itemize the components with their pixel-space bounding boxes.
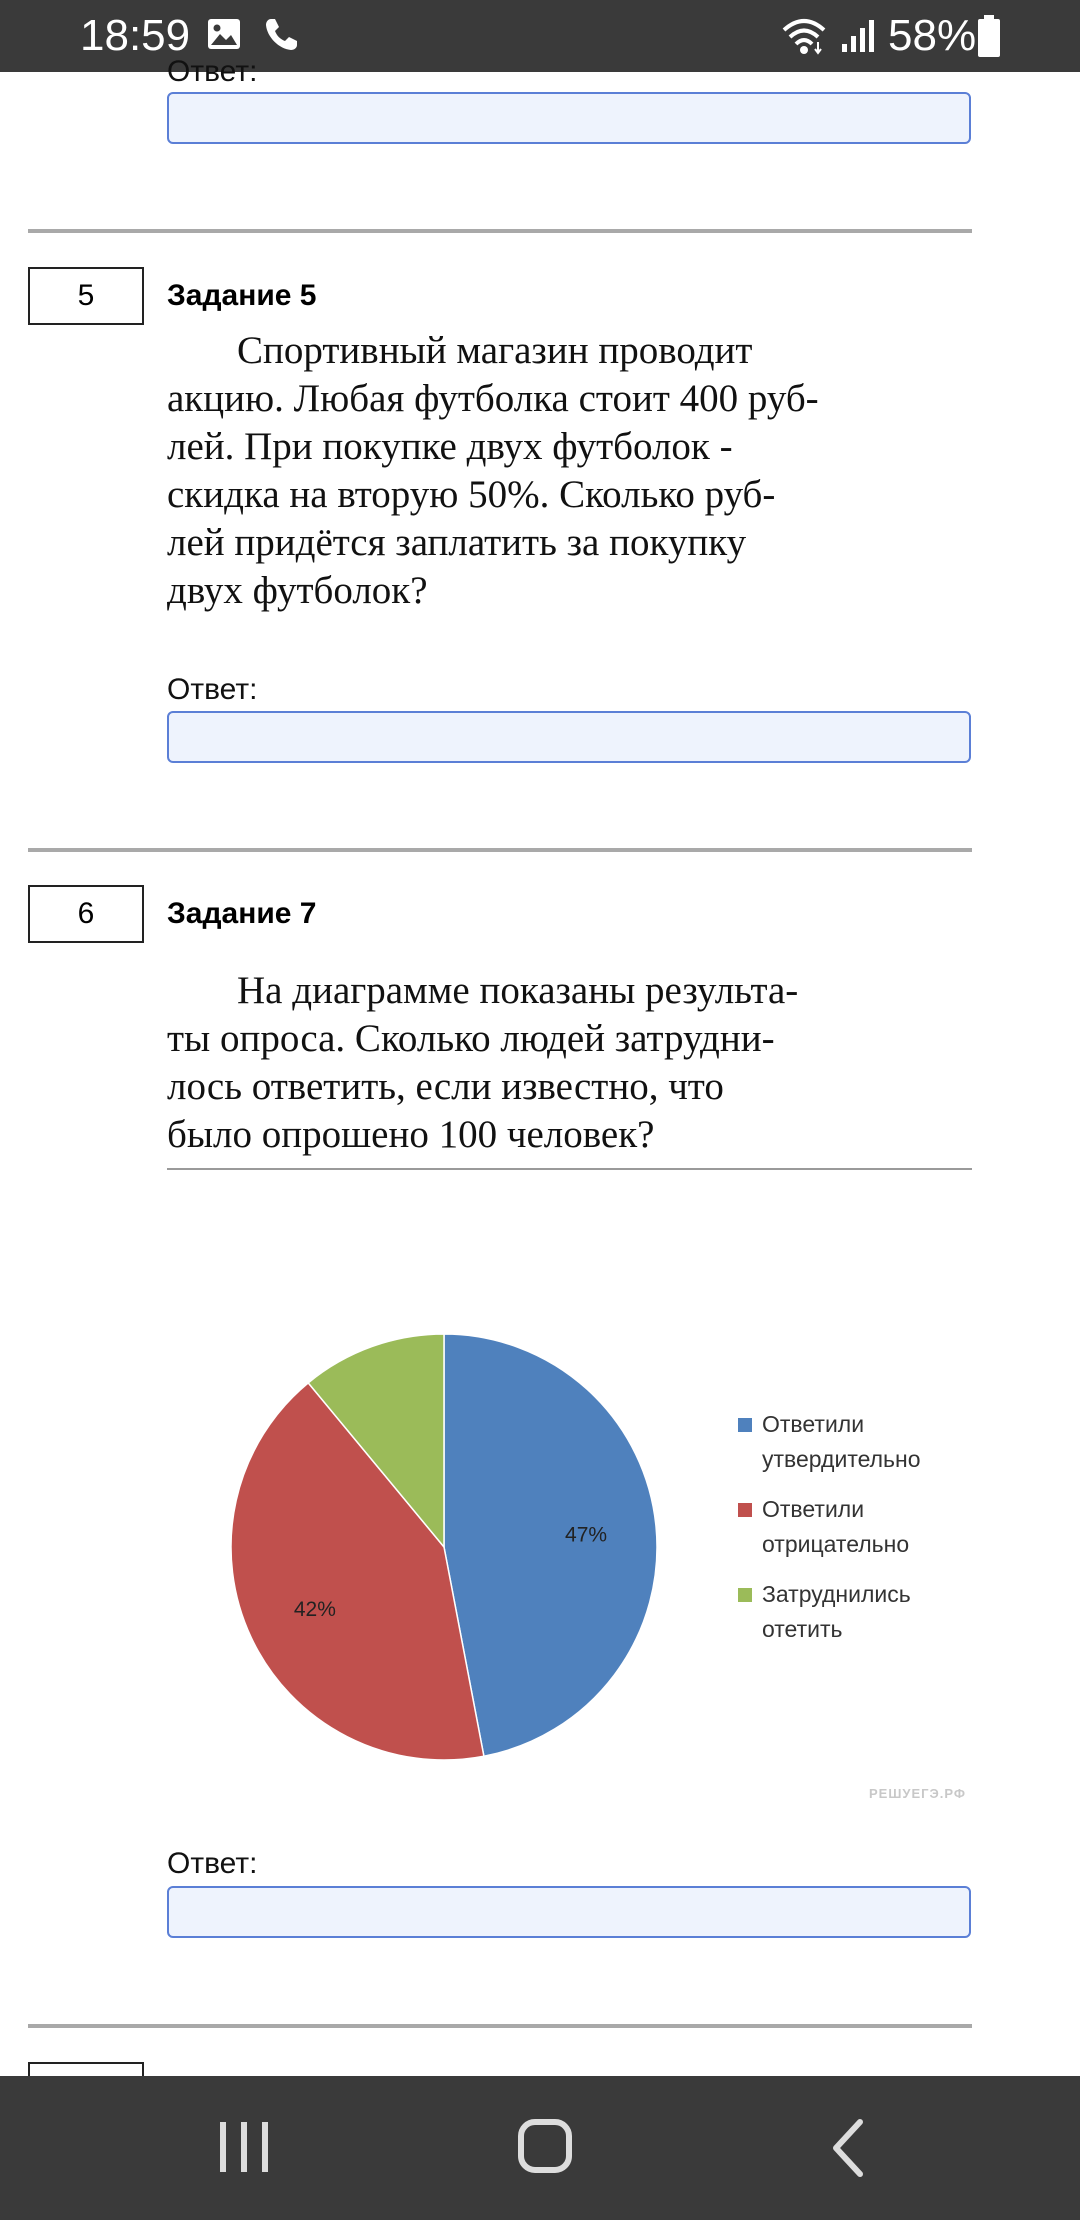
- status-time: 18:59: [80, 11, 191, 60]
- legend-label: Затруднились: [762, 1581, 911, 1607]
- pie-chart: [190, 1222, 990, 1822]
- task-text: [167, 967, 972, 1159]
- legend-label: Ответили: [762, 1411, 865, 1437]
- legend-label: отетить: [762, 1616, 843, 1642]
- battery-percent: 58%: [888, 11, 977, 60]
- task-line: лей. При покупке двух футболок -: [167, 425, 733, 468]
- signal-icon: [838, 16, 878, 56]
- task-number-box: 5: [28, 267, 144, 325]
- chart-top-rule: [167, 1168, 972, 1170]
- legend-label: Ответили: [762, 1496, 865, 1522]
- task-line: лей придётся заплатить за покупку: [167, 521, 747, 564]
- recent-apps-icon: [164, 2076, 324, 2220]
- answer-label: Ответ:: [167, 673, 258, 706]
- task-line: ты опроса. Сколько людей затрудни-: [167, 1017, 775, 1060]
- navigation-bar: [0, 2076, 1080, 2220]
- page-content: [0, 55, 1080, 2076]
- answer-input[interactable]: [167, 711, 971, 763]
- task-line: акцию. Любая футболка стоит 400 руб-: [167, 377, 819, 420]
- legend-label: отрицательно: [762, 1531, 910, 1557]
- home-button[interactable]: [465, 2076, 625, 2220]
- task-line: двух футболок?: [167, 569, 428, 612]
- task-number-box: 6: [28, 885, 144, 943]
- back-button[interactable]: [768, 2076, 928, 2220]
- legend-swatch: [738, 1588, 752, 1602]
- section-divider: [28, 848, 972, 852]
- back-icon: [768, 2076, 928, 2220]
- status-bar: [0, 0, 1080, 72]
- gallery-icon: [206, 16, 242, 52]
- answer-label: Ответ:: [167, 1847, 258, 1880]
- section-divider: [28, 2024, 972, 2028]
- task-line: скидка на вторую 50%. Сколько руб-: [167, 473, 776, 516]
- battery-icon: [976, 14, 1002, 58]
- legend-swatch: [738, 1418, 752, 1432]
- answer-input[interactable]: [167, 1886, 971, 1938]
- answer-label-prev: Ответ:: [167, 55, 258, 88]
- task-line: Спортивный магазин проводит: [237, 329, 753, 372]
- task-line: было опрошено 100 человек?: [167, 1113, 655, 1156]
- section-divider: [28, 229, 972, 233]
- task-title: Задание 7: [167, 897, 317, 930]
- home-icon: [465, 2076, 625, 2220]
- wifi-icon: [780, 16, 828, 56]
- task-line: На диаграмме показаны результа-: [237, 969, 799, 1012]
- pie-data-label: 47%: [565, 1523, 608, 1547]
- pie-data-label: 42%: [293, 1597, 336, 1621]
- task-line: лось ответить, если известно, что: [167, 1065, 724, 1108]
- legend-swatch: [738, 1503, 752, 1517]
- recent-apps-button[interactable]: [164, 2076, 324, 2220]
- phone-icon: [262, 16, 300, 54]
- task-text: [167, 327, 972, 615]
- task-title: Задание 5: [167, 279, 317, 312]
- answer-input-prev[interactable]: [167, 92, 971, 144]
- watermark: РЕШУЕГЭ.РФ: [869, 1786, 966, 1801]
- legend-label: утвердительно: [762, 1446, 921, 1472]
- pie-slice: [444, 1334, 657, 1756]
